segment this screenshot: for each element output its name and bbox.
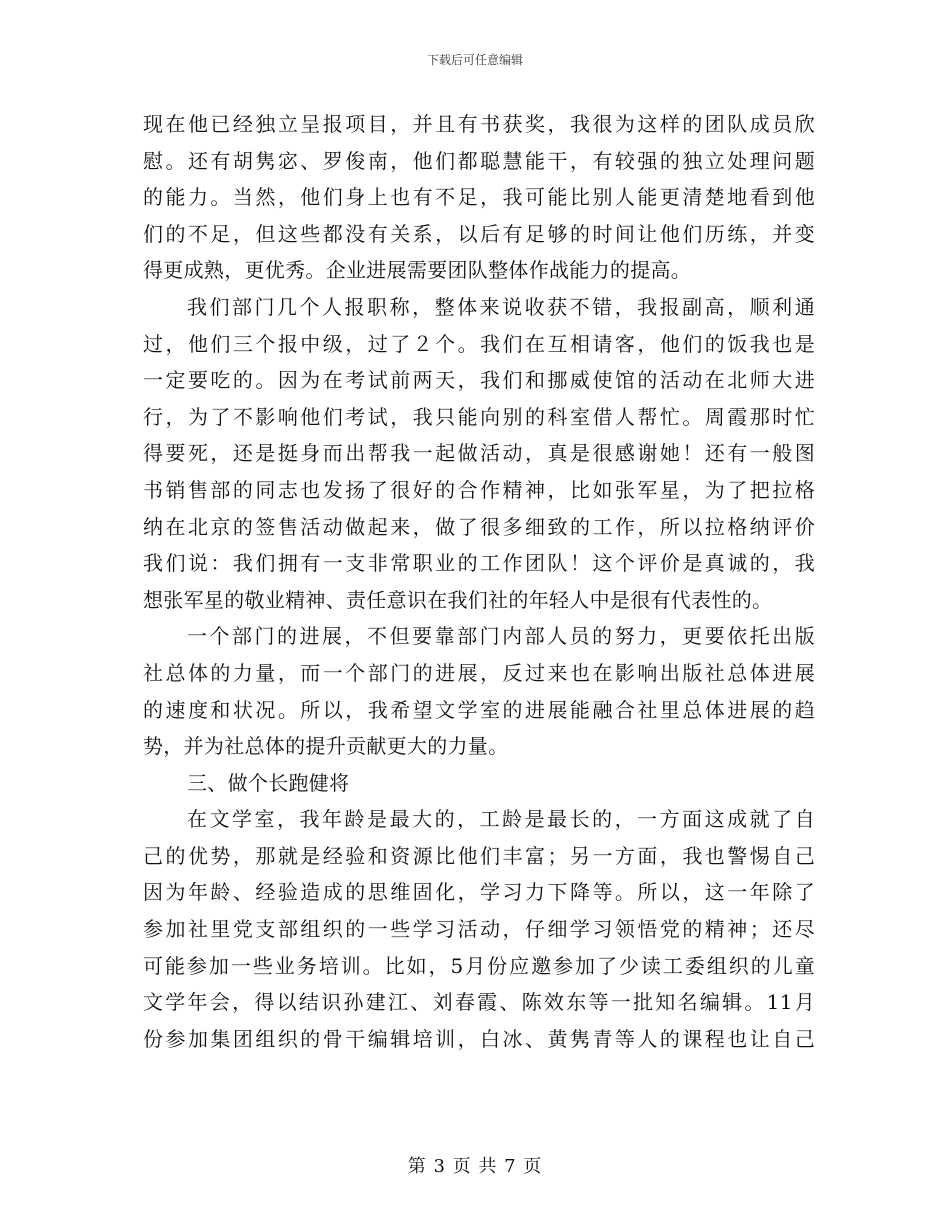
text-line: 文学年会，得以结识孙建江、刘春霞、陈效东等一批知名编辑。11月 xyxy=(143,990,815,1015)
text-line: 参加社里党支部组织的一些学习活动，仔细学习领悟党的精神；还尽 xyxy=(143,917,815,942)
page-header-note: 下载后可任意编辑 xyxy=(426,53,523,67)
section-heading: 三、做个长跑健将 xyxy=(187,770,350,795)
text-line: 们的不足，但这些都没有关系，以后有足够的时间让他们历练，并变 xyxy=(143,221,815,246)
text-line: 的能力。当然，他们身上也有不足，我可能比别人能更清楚地看到他 xyxy=(143,185,815,210)
text-line: 我们说：我们拥有一支非常职业的工作团队！这个评价是真诚的，我 xyxy=(143,551,815,576)
text-line: 得更成熟，更优秀。企业进展需要团队整体作战能力的提高。 xyxy=(143,258,692,283)
text-line: 一定要吃的。因为在考试前两天，我们和挪威使馆的活动在北师大进 xyxy=(143,368,815,393)
text-line: 在文学室，我年龄是最大的，工龄是最长的，一方面这成就了自 xyxy=(187,807,815,832)
text-line: 份参加集团组织的骨干编辑培训，白冰、黄隽青等人的课程也让自己 xyxy=(143,1026,815,1051)
text-line: 慰。还有胡隽宓、罗俊南，他们都聪慧能干，有较强的独立处理问题 xyxy=(143,148,815,173)
text-line: 行，为了不影响他们考试，我只能向别的科室借人帮忙。周霞那时忙 xyxy=(143,404,815,429)
text-line: 想张军星的敬业精神、责任意识在我们社的年轻人中是很有代表性的。 xyxy=(143,587,773,612)
text-line: 现在他已经独立呈报项目，并且有书获奖，我很为这样的团队成员欣 xyxy=(143,112,815,136)
text-line: 一个部门的进展，不但要靠部门内部人员的努力，更要依托出版 xyxy=(187,624,815,649)
text-line: 因为年龄、经验造成的思维固化，学习力下降等。所以，这一年除了 xyxy=(143,880,815,905)
text-line: 纳在北京的签售活动做起来，做了很多细致的工作，所以拉格纳评价 xyxy=(143,514,815,539)
text-line: 势，并为社总体的提升贡献更大的力量。 xyxy=(143,734,509,759)
text-line: 书销售部的同志也发扬了很好的合作精神，比如张军星，为了把拉格 xyxy=(143,477,815,502)
document-body xyxy=(143,106,815,1057)
text-line: 过，他们三个报中级，过了２个。我们在互相请客，他们的饭我也是 xyxy=(143,331,815,356)
text-line: 己的优势，那就是经验和资源比他们丰富；另一方面，我也警惕自己 xyxy=(143,843,815,868)
text-line: 我们部门几个人报职称，整体来说收获不错，我报副高，顺利通 xyxy=(187,294,815,319)
page-number: 第 3 页 共 7 页 xyxy=(407,1156,543,1177)
text-line: 社总体的力量，而一个部门的进展，反过来也在影响出版社总体进展 xyxy=(143,660,815,685)
text-line: 可能参加一些业务培训。比如，5月份应邀参加了少读工委组织的儿童 xyxy=(143,953,815,978)
text-line: 的速度和状况。所以，我希望文学室的进展能融合社里总体进展的趋 xyxy=(143,697,815,722)
text-line: 得要死，还是挺身而出帮我一起做活动，真是很感谢她！还有一般图 xyxy=(143,441,815,466)
